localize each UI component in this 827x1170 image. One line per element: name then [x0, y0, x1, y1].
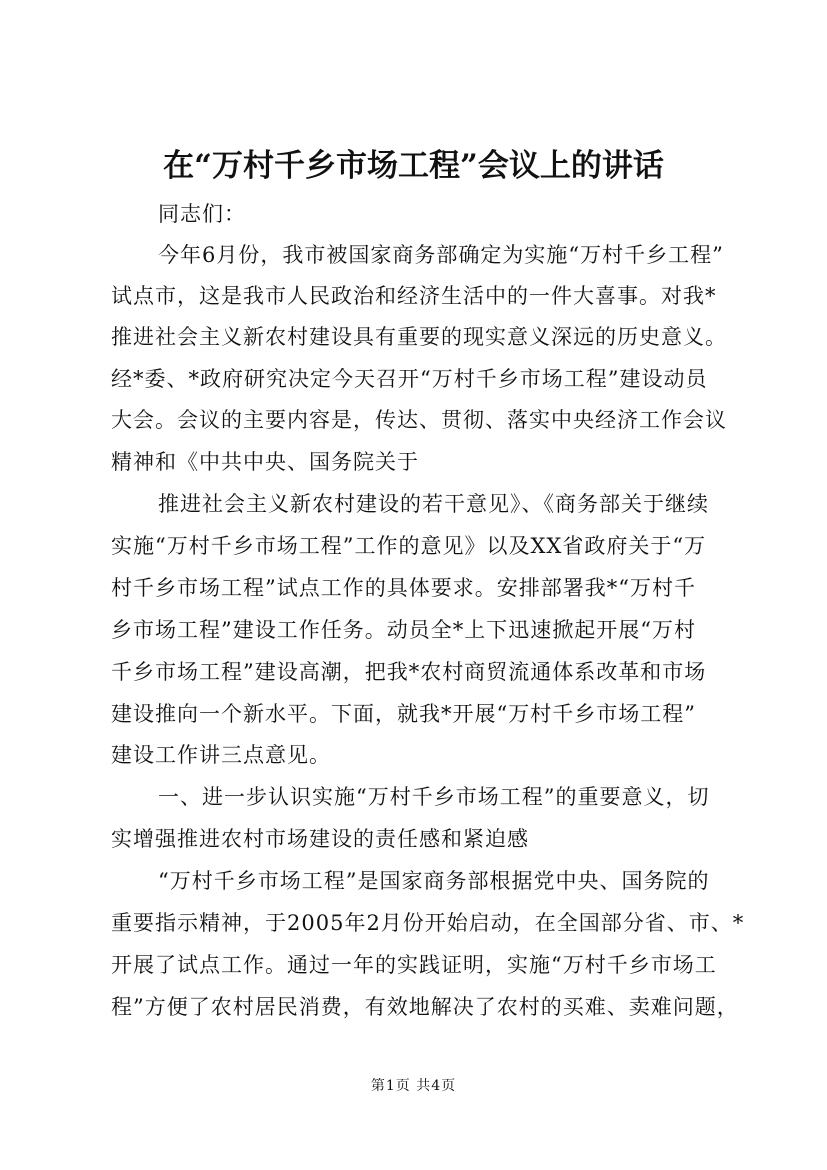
text-line: 经*委、*政府研究决定今天召开“万村千乡市场工程”建设动员	[111, 367, 708, 391]
text-line: 建设工作讲三点意见。	[111, 743, 331, 767]
text-line: 试点市，这是我市人民政治和经济生活中的一件大喜事。对我*	[111, 284, 717, 308]
text-line: 乡市场工程”建设工作任务。动员全*上下迅速掀起开展“万村	[111, 618, 696, 642]
text-line: 推进社会主义新农村建设具有重要的现实意义深远的历史意义。	[111, 325, 727, 349]
text-line: 重要指示精神，于2005年2月份开始启动，在全国部分省、市、*	[111, 911, 745, 935]
text-line-salutation: 同志们：	[158, 202, 246, 226]
text-line: 精神和《中共中央、国务院关于	[111, 450, 419, 474]
page-footer: 第1页 共4页	[370, 1078, 457, 1094]
text-line: 建设推向一个新水平。下面，就我*开展“万村千乡市场工程”	[111, 702, 696, 726]
text-line: 程”方便了农村居民消费，有效地解决了农村的买难、卖难问题，	[111, 995, 739, 1019]
text-line: 大会。会议的主要内容是，传达、贯彻、落实中央经济工作会议	[111, 408, 727, 432]
text-line: 今年6月份，我市被国家商务部确定为实施“万村千乡工程”	[158, 243, 724, 267]
section-heading-line: 实增强推进农村市场建设的责任感和紧迫感	[111, 827, 529, 851]
section-heading-line: 一、进一步认识实施“万村千乡市场工程”的重要意义，切	[158, 785, 710, 809]
text-line: 村千乡市场工程”试点工作的具体要求。安排部署我*“万村千	[111, 576, 696, 600]
text-line: “万村千乡市场工程”是国家商务部根据党中央、国务院的	[158, 869, 710, 893]
text-line: 开展了试点工作。通过一年的实践证明，实施“万村千乡市场工	[111, 953, 717, 977]
document-title: 在“万村千乡市场工程”会议上的讲话	[163, 148, 664, 184]
text-line: 千乡市场工程”建设高潮，把我*农村商贸流通体系改革和市场	[111, 660, 707, 684]
text-line: 实施“万村千乡市场工程”工作的意见》以及XX省政府关于“万	[111, 534, 707, 558]
text-line: 推进社会主义新农村建设的若干意见》、《商务部关于继续	[158, 492, 709, 516]
